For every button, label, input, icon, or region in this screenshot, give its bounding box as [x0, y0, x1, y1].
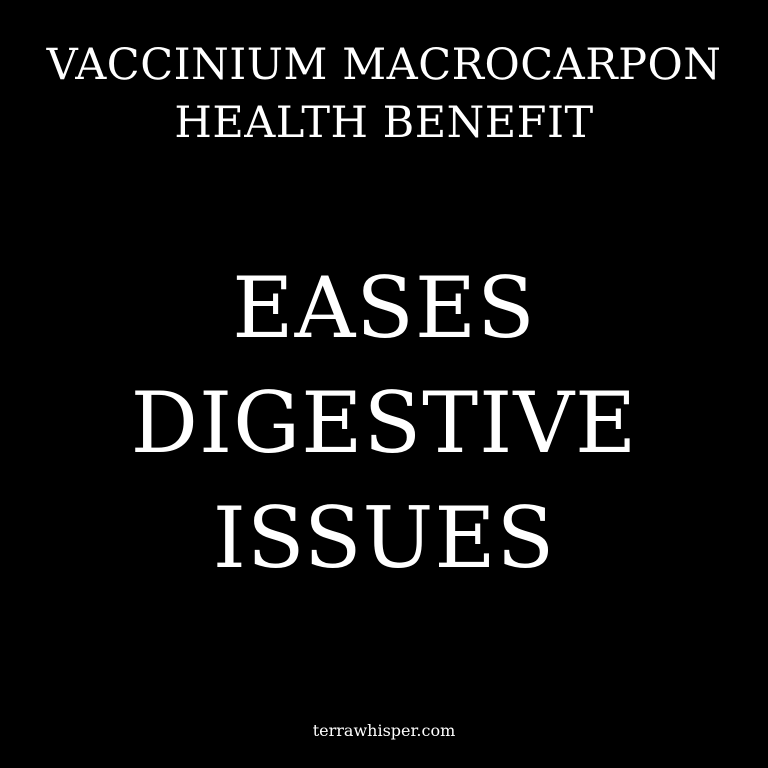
benefit-text-line-3: ISSUES	[212, 489, 556, 587]
website-credit: terrawhisper.com	[312, 721, 456, 740]
benefit-text-line-2: DIGESTIVE	[130, 374, 638, 472]
header-title-line-1: VACCINIUM MACROCARPON	[46, 40, 722, 90]
header-title-line-2: HEALTH BENEFIT	[174, 98, 594, 148]
benefit-text-line-1: EASES	[232, 259, 536, 357]
